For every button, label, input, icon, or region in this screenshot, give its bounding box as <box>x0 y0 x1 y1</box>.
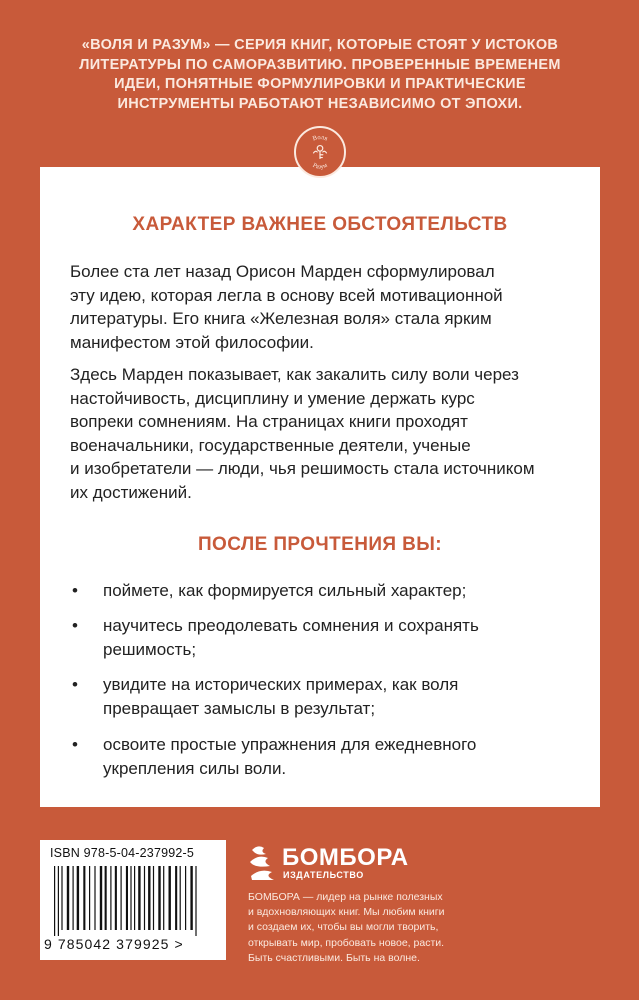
barcode-bar <box>185 866 186 930</box>
barcode-bar <box>67 866 69 930</box>
bullet-icon: • <box>72 581 78 600</box>
publisher-logo <box>248 842 409 884</box>
barcode-bar <box>148 866 150 930</box>
barcode-bar <box>180 866 181 930</box>
description-paragraph-2 <box>70 363 575 504</box>
barcode-bar <box>73 866 74 930</box>
bullet-icon: • <box>72 616 78 635</box>
barcode-icon <box>50 864 216 936</box>
barcode-bar <box>158 866 160 930</box>
series-intro <box>40 36 600 114</box>
list-item-line: освоите простые упражнения для ежедневного <box>103 735 477 754</box>
barcode-bar <box>61 866 62 930</box>
blurb-line: открывать мир, пробовать новое, расти. <box>248 936 445 949</box>
svg-text:Воля <box>312 134 329 143</box>
barcode-bar <box>58 866 59 936</box>
paragraph-line: литературы. Его книга «Железная воля» стала ярким <box>70 309 492 328</box>
paragraph-line: эту идею, которая легла в основу всей мотивационной <box>70 285 503 305</box>
blurb-line: БОМБОРА — лидер на рынке полезных <box>248 891 443 903</box>
svg-text:Разум <box>311 162 328 171</box>
blurb-line: и создаем их, чтобы вы могли творить, <box>248 921 439 934</box>
paragraph-line: настойчивость, дисциплину и умение держать курс <box>70 388 475 408</box>
paragraph-line: и изобретатели — люди, чья решимость стала источником <box>70 459 535 478</box>
benefits-heading: ПОСЛЕ ПРОЧТЕНИЯ ВЫ: <box>197 534 442 555</box>
publisher-subtitle: ИЗДАТЕЛЬСТВО <box>283 870 364 880</box>
barcode-bar <box>144 866 145 930</box>
barcode-bar <box>190 866 192 930</box>
barcode-bar <box>54 866 55 936</box>
list-item-line: увидите на исторических примерах, как воля <box>103 675 459 694</box>
blurb-line: Быть счастливыми. Быть на волне. <box>248 951 420 964</box>
barcode-bar <box>89 866 90 930</box>
paragraph-line: Более ста лет назад Орисон Марден сформулировал <box>70 262 495 281</box>
barcode-bar <box>153 866 154 930</box>
barcode-bar <box>175 866 177 930</box>
series-intro-line: ИДЕИ, ПОНЯТНЫЕ ФОРМУЛИРОВКИ И ПРАКТИЧЕСКИЕ <box>114 76 526 92</box>
description-paragraph-1 <box>70 260 575 354</box>
bullet-icon: • <box>72 675 78 694</box>
seal-bottom-text: Разум <box>311 161 329 171</box>
seal-emblem-icon <box>296 128 344 176</box>
list-item-line: поймете, как формируется сильный характер; <box>103 581 467 600</box>
barcode-digits: 9 785042 379925 > <box>44 936 184 952</box>
description-card <box>40 167 600 807</box>
isbn-barcode <box>40 840 226 960</box>
barcode-bar <box>115 866 117 930</box>
barcode-bar <box>121 866 122 930</box>
paragraph-line: манифестом этой философии. <box>70 332 314 352</box>
paragraph-line: вопреки сомнениям. На страницах книги проходят <box>70 412 468 431</box>
publisher-name: БОМБОРА <box>282 844 409 871</box>
barcode-bar <box>100 866 102 930</box>
list-item-line: превращает замыслы в результат; <box>103 698 376 718</box>
barcode-bar <box>195 866 196 936</box>
list-item-line: научитесь преодолевать сомнения и сохранять <box>103 616 479 635</box>
card-heading: ХАРАКТЕР ВАЖНЕЕ ОБСТОЯТЕЛЬСТВ <box>132 214 508 235</box>
paragraph-line: их достижений. <box>70 482 192 502</box>
wave-logo-icon <box>248 842 278 882</box>
bullet-icon: • <box>72 735 78 754</box>
isbn-number: ISBN 978-5-04-237992-5 <box>50 846 195 860</box>
list-item-line: решимость; <box>103 639 197 659</box>
barcode-bar <box>83 866 85 930</box>
barcode-bar <box>77 866 79 930</box>
barcode-bar <box>138 866 140 930</box>
series-seal-icon <box>294 126 346 178</box>
series-intro-line: ИНСТРУМЕНТЫ РАБОТАЮТ НЕЗАВИСИМО ОТ ЭПОХИ. <box>117 95 523 112</box>
barcode-bar <box>134 866 135 930</box>
seal-top-text: Воля <box>311 134 329 143</box>
paragraph-line: Здесь Марден показывает, как закалить силу воли через <box>70 365 519 384</box>
blurb-line: и вдохновляющих книг. Мы любим книги <box>248 906 445 919</box>
list-item-line: укрепления силы воли. <box>103 758 287 778</box>
barcode-bar <box>110 866 111 930</box>
barcode-bar <box>163 866 164 930</box>
barcode-bar <box>94 866 95 930</box>
barcode-bar <box>169 866 171 930</box>
series-intro-line: ЛИТЕРАТУРЫ ПО САМОРАЗВИТИЮ. ПРОВЕРЕННЫЕ ВРЕМЕНЕМ <box>79 56 561 73</box>
series-intro-line: «ВОЛЯ И РАЗУМ» — СЕРИЯ КНИГ, КОТОРЫЕ СТОЯТ У ИСТОКОВ <box>81 37 559 53</box>
barcode-bar <box>126 866 128 930</box>
barcode-bar <box>130 866 131 930</box>
publisher-blurb <box>248 890 468 966</box>
barcode-bar <box>105 866 107 930</box>
paragraph-line: военачальники, государственные деятели, ученые <box>70 435 471 455</box>
